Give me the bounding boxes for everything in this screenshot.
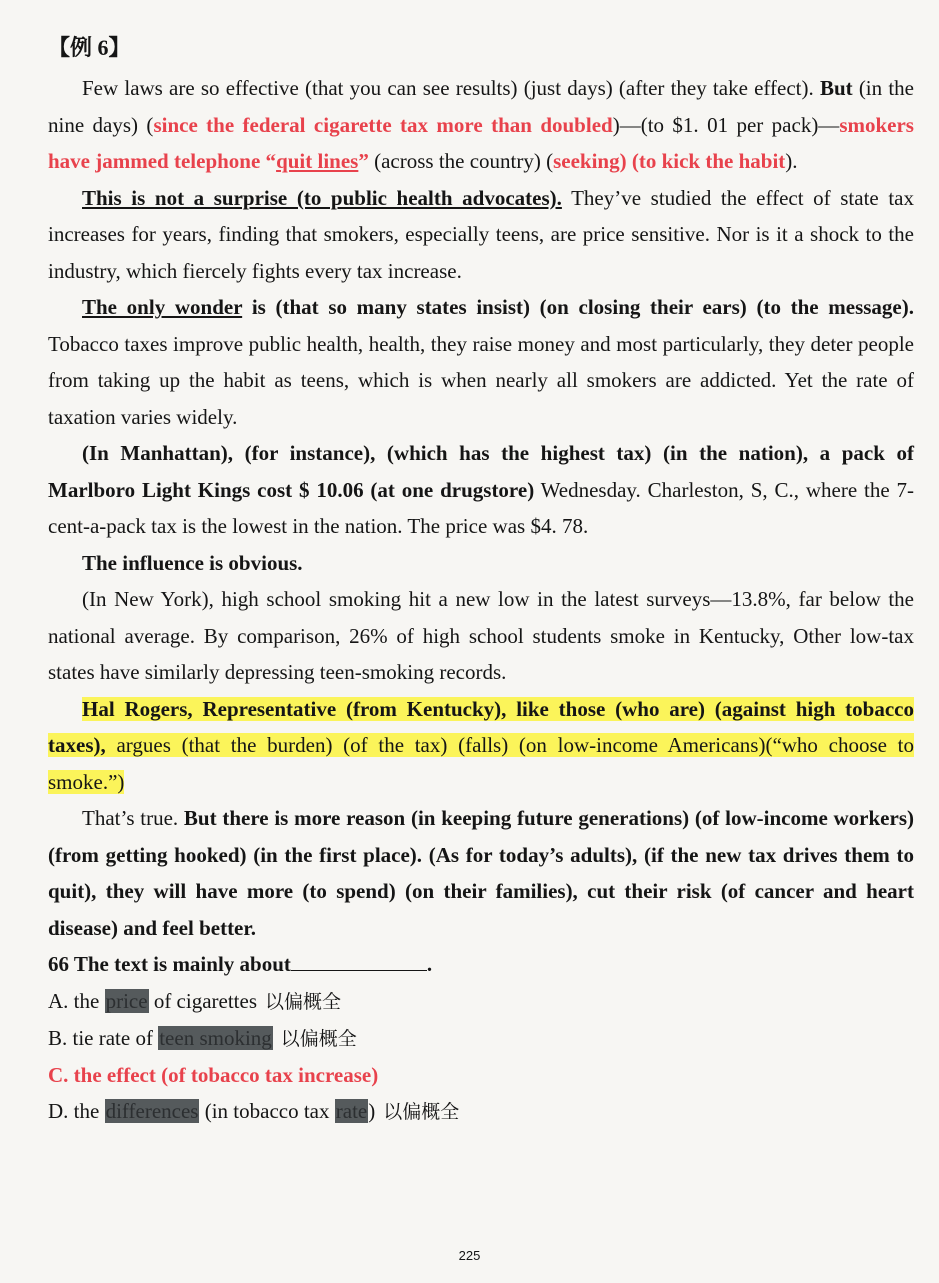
- option-c: C. the effect (of tobacco tax increase): [48, 1062, 379, 1087]
- option-d-mid: (in tobacco tax: [199, 1098, 335, 1123]
- passage-content: [48, 30, 914, 1130]
- option-b-note: 以偏概全: [280, 1027, 357, 1050]
- option-a-marked-word: price: [105, 988, 148, 1013]
- option-d-post: ): [368, 1098, 376, 1123]
- option-d-marked-word-1: differences: [105, 1098, 199, 1123]
- answer-blank: [291, 952, 427, 971]
- option-a-note: 以偏概全: [265, 990, 342, 1013]
- p1-text-4: (across the country) (: [368, 149, 554, 173]
- question-stem: [48, 946, 914, 983]
- paragraph-3: [48, 289, 914, 435]
- option-b-marked-word: teen smoking: [159, 1025, 272, 1050]
- p1-red-clause-3: seeking) (to kick the habit: [553, 149, 786, 173]
- p1-text-1: Few laws are so effective (that you can see results) (just days) (after they take effect).: [82, 76, 820, 100]
- p1-text-2: (in the nine days) (: [48, 76, 914, 137]
- paragraph-4: [48, 435, 914, 545]
- p1-red-quote-end: ”: [358, 149, 369, 173]
- p3-text: Tobacco taxes improve public health, health, they raise money and most particularly, they deter people from taking up the habit as teens, which is when nearly all smokers are addicted. Yet the rate of taxation varies widely.: [48, 331, 914, 429]
- p2-text: They’ve studied the effect of state tax increases for years, finding that smokers, especially teens, are price sensitive. Nor is it a shock to the industry, which fiercely fights every tax increase.: [48, 185, 914, 283]
- p7-highlight: [48, 697, 914, 794]
- option-a: [48, 983, 914, 1020]
- p1-text-3: )—(to $1. 01 per pack)—: [612, 112, 840, 137]
- p2-topic-sentence: This is not a surprise (to public health advocates).: [82, 185, 562, 210]
- p1-text-5: ).: [785, 149, 798, 173]
- paragraph-1: [48, 70, 914, 180]
- option-d-marked-word-2: rate: [335, 1098, 368, 1123]
- option-d: [48, 1093, 914, 1130]
- p3-bold-clause: is (that so many states insist) (on closing their ears) (to the message).: [242, 295, 914, 319]
- question-end: .: [426, 952, 433, 976]
- option-a-pre: A. the: [48, 988, 105, 1013]
- p1-red-clause-1: since the federal cigarette tax more than doubled: [153, 112, 613, 137]
- p3-only-wonder: The only wonder: [82, 295, 243, 319]
- p4-bold-clause: (In Manhattan), (for instance), (which has the highest tax) (in the nation), a pack of Marlboro Light Kings cost $ 10.06 (at one drugstore): [48, 441, 914, 502]
- page-number: 225: [458, 1248, 481, 1263]
- option-a-post: of cigarettes: [148, 988, 258, 1013]
- paragraph-6: (In New York), high school smoking hit a new low in the latest surveys—13.8%, far below the national average. By comparison, 26% of high school students smoke in Kentucky, Other low-tax states have similarly depressing teen-smoking records.: [48, 587, 914, 684]
- paragraph-2: [48, 180, 914, 290]
- p7-bold-clause: Hal Rogers, Representative (from Kentucky), like those (who are) (against high tobacco taxes),: [48, 696, 914, 757]
- p1-but: But: [819, 76, 853, 100]
- p7-text: argues (that the burden) (of the tax) (falls) (on low-income Americans)(“who choose to smoke.”): [48, 733, 914, 794]
- p1-quit-lines: quit lines: [276, 149, 359, 173]
- option-b-pre: B. tie rate of: [48, 1025, 159, 1050]
- paragraph-8: [48, 800, 914, 946]
- p1-red-clause-2: smokers have jammed telephone “: [48, 112, 914, 173]
- p8-text: That’s true.: [82, 806, 184, 830]
- paragraph-5: The influence is obvious.: [82, 550, 303, 575]
- p8-bold-clause: But there is more reason (in keeping future generations) (of low-income workers) (from getting hooked) (in the first place). (As for today’s adults), (if the new tax drives them to quit), they will have more (to spend) (on their families), cut their risk (of cancer and heart disease) and feel better.: [48, 806, 914, 940]
- paragraph-7: [48, 691, 914, 801]
- question-text: 66 The text is mainly about: [48, 952, 291, 976]
- p4-text: Wednesday. Charleston, S, C., where the 7-cent-a-pack tax is the lowest in the nation. The price was $4. 78.: [48, 477, 914, 538]
- example-heading: 【例 6】: [48, 35, 131, 60]
- option-d-note: 以偏概全: [383, 1100, 460, 1123]
- option-b: [48, 1020, 914, 1057]
- option-d-pre: D. the: [48, 1098, 105, 1123]
